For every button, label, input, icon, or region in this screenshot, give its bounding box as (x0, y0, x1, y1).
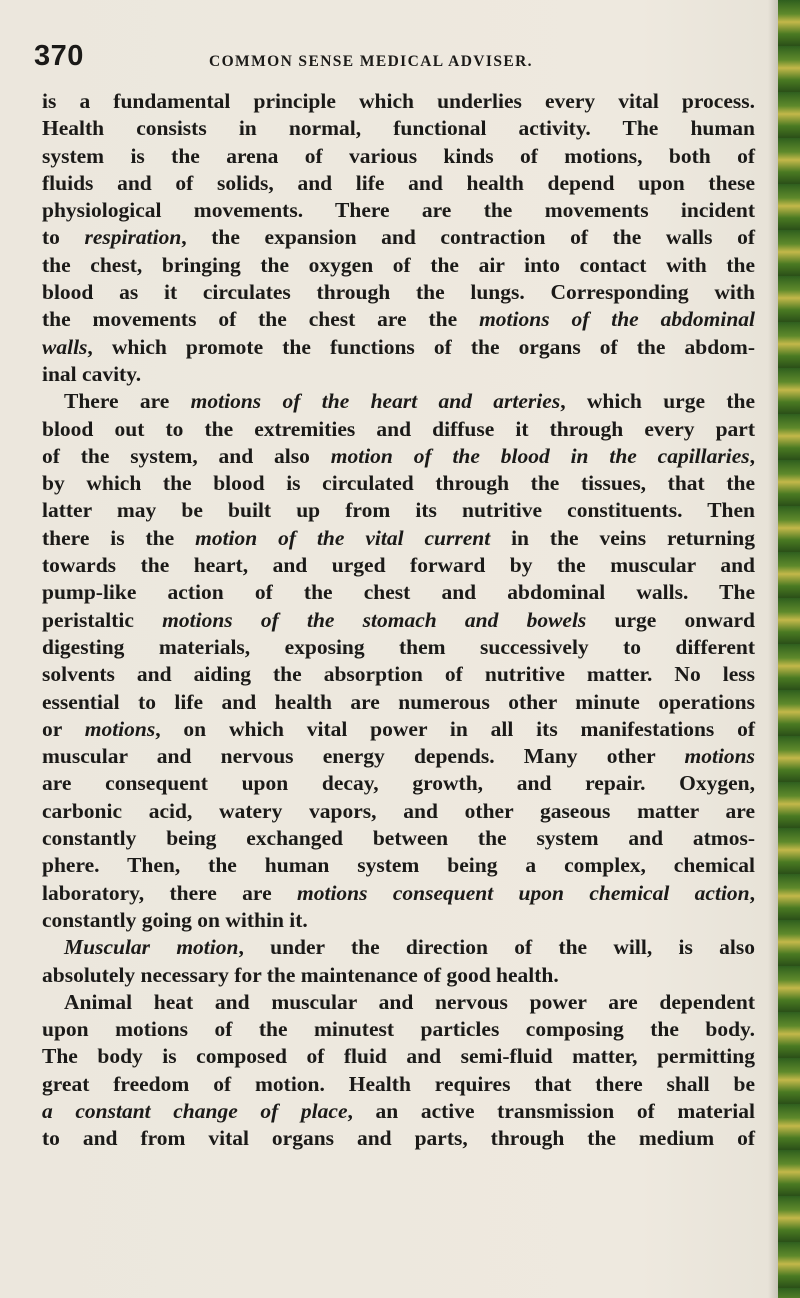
text-segment: constantly being exchanged between the system and atmos- (42, 826, 755, 851)
text-segment: there is the (42, 525, 196, 550)
text-line (42, 962, 755, 989)
text-segment: essential to life and health are numerous other minute operations (42, 689, 755, 714)
italic-phrase: respiration (84, 225, 182, 250)
running-head: COMMON SENSE MEDICAL ADVISER. (209, 53, 533, 70)
text-line (42, 825, 755, 852)
text-segment: Health consists in normal, functional activity. The human (42, 116, 755, 141)
text-segment: The body is composed of fluid and semi-fluid matter, permitting (42, 1044, 755, 1069)
text-segment: Animal heat and muscular and nervous power are dependent (64, 989, 755, 1014)
text-line (42, 798, 755, 825)
text-segment: by which the blood is circulated through the tissues, that the (42, 471, 755, 496)
text-line (42, 170, 755, 197)
text-segment: in the veins returning (490, 525, 755, 550)
italic-phrase: motion of the blood in the capillaries (330, 443, 750, 468)
text-line (42, 443, 755, 470)
text-segment: , (749, 443, 756, 468)
italic-phrase: motions of the stomach and bowels (162, 607, 587, 632)
text-segment: inal cavity. (42, 361, 142, 386)
text-segment: constantly going on within it. (42, 907, 308, 932)
text-segment: , under the direction of the will, is also (238, 935, 755, 960)
text-line (42, 416, 755, 443)
italic-phrase: motions (84, 716, 156, 741)
text-line (42, 852, 755, 879)
text-line (42, 907, 755, 934)
text-line (42, 279, 755, 306)
page-edge-shadow (768, 0, 778, 1298)
text-line (42, 634, 755, 661)
text-segment: upon motions of the minutest particles composing the body. (42, 1017, 755, 1042)
text-segment: peristaltic (42, 607, 163, 632)
text-segment: of the system, and also (42, 443, 331, 468)
text-line (42, 689, 755, 716)
text-segment: muscular and nervous energy depends. Many other (42, 744, 685, 769)
text-segment: pump-like action of the chest and abdominal walls. The (42, 580, 755, 605)
text-line (42, 1043, 755, 1070)
text-line (42, 770, 755, 797)
text-segment: laboratory, there are (42, 880, 297, 905)
page-number: 370 (34, 40, 84, 72)
text-line (42, 989, 755, 1016)
text-line (42, 388, 755, 415)
text-segment: great freedom of motion. Health requires that there shall be (42, 1071, 755, 1096)
text-segment: , the expansion and contraction of the walls of (181, 225, 755, 250)
text-segment: to (42, 225, 85, 250)
text-segment: , on which vital power in all its manifestations of (155, 716, 756, 741)
text-segment: blood as it circulates through the lungs. Corresponding with (42, 280, 755, 305)
text-line (42, 497, 755, 524)
text-segment: phere. Then, the human system being a complex, chemical (42, 853, 755, 878)
text-segment: the chest, bringing the oxygen of the air into contact with the (42, 252, 755, 277)
text-segment: , which promote the functions of the organs of the abdom- (87, 334, 755, 359)
text-segment: fluids and of solids, and life and health depend upon these (42, 170, 755, 195)
text-segment: , an active transmission of material (347, 1098, 755, 1123)
italic-phrase: motions consequent upon chemical action (297, 880, 750, 905)
text-segment: latter may be built up from its nutritive constituents. Then (42, 498, 755, 523)
italic-phrase: walls (42, 334, 88, 359)
text-segment: blood out to the extremities and diffuse it through every part (42, 416, 755, 441)
text-line (42, 525, 755, 552)
text-segment: There are (64, 389, 191, 414)
text-segment: are consequent upon decay, growth, and repair. Oxygen, (42, 771, 755, 796)
text-line (42, 252, 755, 279)
text-segment: carbonic acid, watery vapors, and other gaseous matter are (42, 798, 755, 823)
text-segment: urge onward (586, 607, 755, 632)
text-line (42, 1125, 755, 1152)
text-line (42, 1016, 755, 1043)
text-line (42, 661, 755, 688)
italic-phrase: Muscular motion (64, 935, 239, 960)
text-line (42, 197, 755, 224)
text-segment: system is the arena of various kinds of motions, both of (42, 143, 755, 168)
text-line (42, 470, 755, 497)
body-text (42, 88, 755, 1153)
text-segment: the movements of the chest are the (42, 307, 480, 332)
book-edge (778, 0, 800, 1298)
italic-phrase: motions (684, 744, 755, 769)
italic-phrase: a constant change of place (42, 1098, 348, 1123)
text-line (42, 607, 755, 634)
italic-phrase: motion of the vital current (195, 525, 491, 550)
text-line (42, 88, 755, 115)
italic-phrase: motions of the heart and arteries (190, 389, 561, 414)
text-line (42, 224, 755, 251)
text-segment: physiological movements. There are the movements incident (42, 198, 755, 223)
text-segment: to and from vital organs and parts, through the medium of (42, 1126, 755, 1151)
text-segment: , which urge the (560, 389, 755, 414)
text-line (42, 716, 755, 743)
text-segment: or (42, 716, 85, 741)
text-segment: , (749, 880, 756, 905)
text-segment: is a fundamental principle which underlies every vital process. (42, 89, 755, 113)
text-line (42, 552, 755, 579)
text-line (42, 115, 755, 142)
italic-phrase: motions of the abdominal (479, 307, 755, 332)
text-segment: solvents and aiding the absorption of nutritive matter. No less (42, 662, 755, 687)
text-line (42, 1071, 755, 1098)
text-line (42, 743, 755, 770)
text-line (42, 880, 755, 907)
text-line (42, 361, 755, 388)
text-segment: digesting materials, exposing them successively to different (42, 634, 755, 659)
text-line (42, 579, 755, 606)
text-line (42, 1098, 755, 1125)
text-line (42, 143, 755, 170)
text-segment: towards the heart, and urged forward by the muscular and (42, 553, 755, 578)
text-segment: absolutely necessary for the maintenance of good health. (42, 962, 559, 987)
text-line (42, 306, 755, 333)
text-line (42, 934, 755, 961)
text-line (42, 334, 755, 361)
page-header (34, 40, 774, 80)
